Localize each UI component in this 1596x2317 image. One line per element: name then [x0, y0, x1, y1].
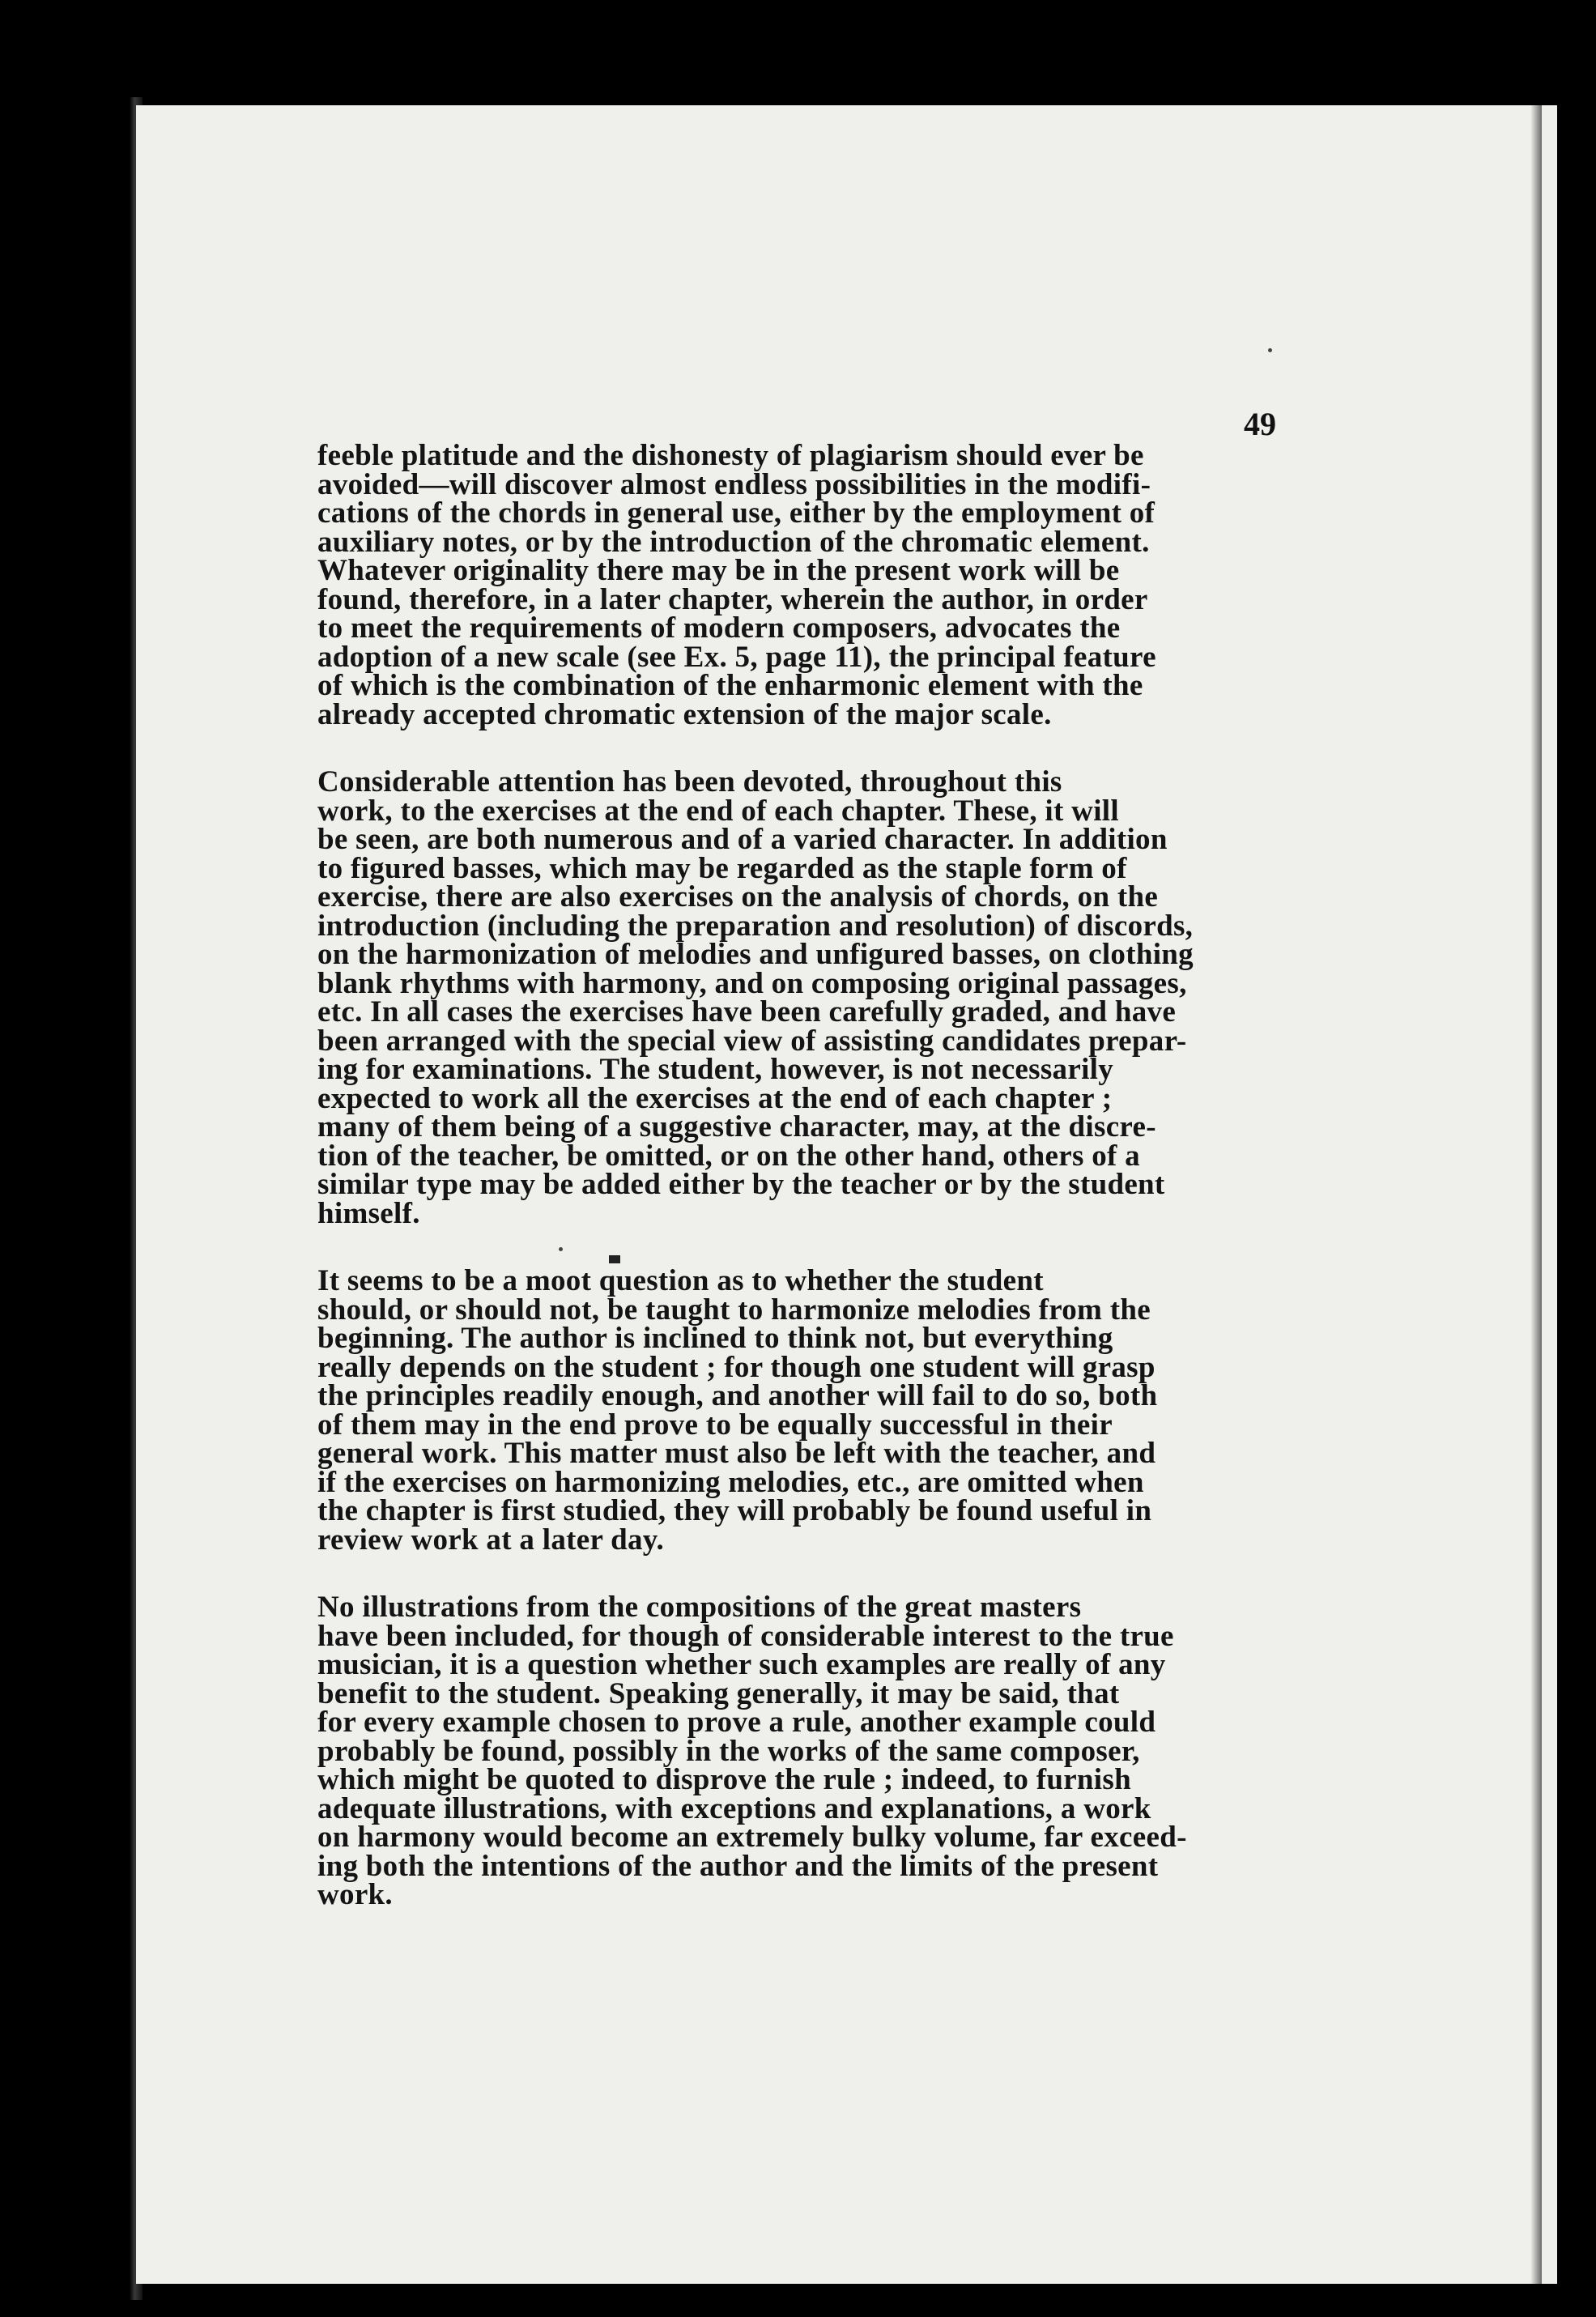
paragraph-4: No illustrations from the compositions of the great masters have been included, for though of considerable interest to the true musician, it is a question whether such examples are really of any benefit to the student. Speaking generally, it may be said, that for every example chosen to prove a rule, another example could probably be found, possibly in the works of the same composer, which might be quoted to disprove the rule ; indeed, to furnish adequate illustrations, with exceptions and explanations, a work on harmony would become an extremely bulky volume, far exceed- ing both the intentions of the author and the limits of the present work. [317, 1591, 1187, 1911]
page-number: 49 [1244, 406, 1276, 442]
page-body [317, 441, 1281, 1910]
paragraph-3: It seems to be a moot question as to whether the student should, or should not, be taught to harmonize melodies from the beginning. The author is inclined to think not, but everything really depends on the student ; for though one student will grasp the principles readily enough, and another will fail to do so, both of them may in the end prove to be equally successful in their general work. This matter must also be left with the teacher, and if the exercises on harmonizing melodies, etc., are omitted when the chapter is first studied, they will probably be found useful in review work at a later day. [317, 1264, 1158, 1557]
paragraph-2: Considerable attention has been devoted, throughout this work, to the exercises at the end of each chapter. These, it will be seen, are both numerous and of a varied character. In addition to figured basses, which may be regarded as the staple form of exercise, there are also exercises on the analysis of chords, on the introduction (including the preparation and resolution) of discords, on the harmonization of melodies and unfigured basses, on clothing blank rhythms with harmony, and on composing original passages, etc. In all cases the exercises have been carefully graded, and have been arranged with the special view of assisting candidates prepar- ing for examinations. The student, however, is not necessarily expected to work all the exercises at the end of each chapter ; many of them being of a suggestive character, may, at the discre- tion of the teacher, be omitted, or on the other hand, others of a similar type may be added either by the teacher or by the student himself. [317, 765, 1194, 1230]
paragraph-1: feeble platitude and the dishonesty of plagiarism should ever be avoided—will discover almost endless possibilities in the modifi- cations of the chords in general use, either by the employment of auxiliary notes, or by the introduction of the chromatic element. Whatever originality there may be in the present work will be found, therefore, in a later chapter, wherein the author, in order to meet the requirements of modern composers, advocates the adoption of a new scale (see Ex. 5, page 11), the principal feature of which is the combination of the enharmonic element with the already accepted chromatic extension of the major scale. [317, 439, 1156, 731]
page-shadow-edge [1530, 105, 1542, 2284]
dust-speck [1268, 348, 1272, 352]
dust-speck [559, 1247, 563, 1251]
ink-mark [609, 1255, 620, 1263]
